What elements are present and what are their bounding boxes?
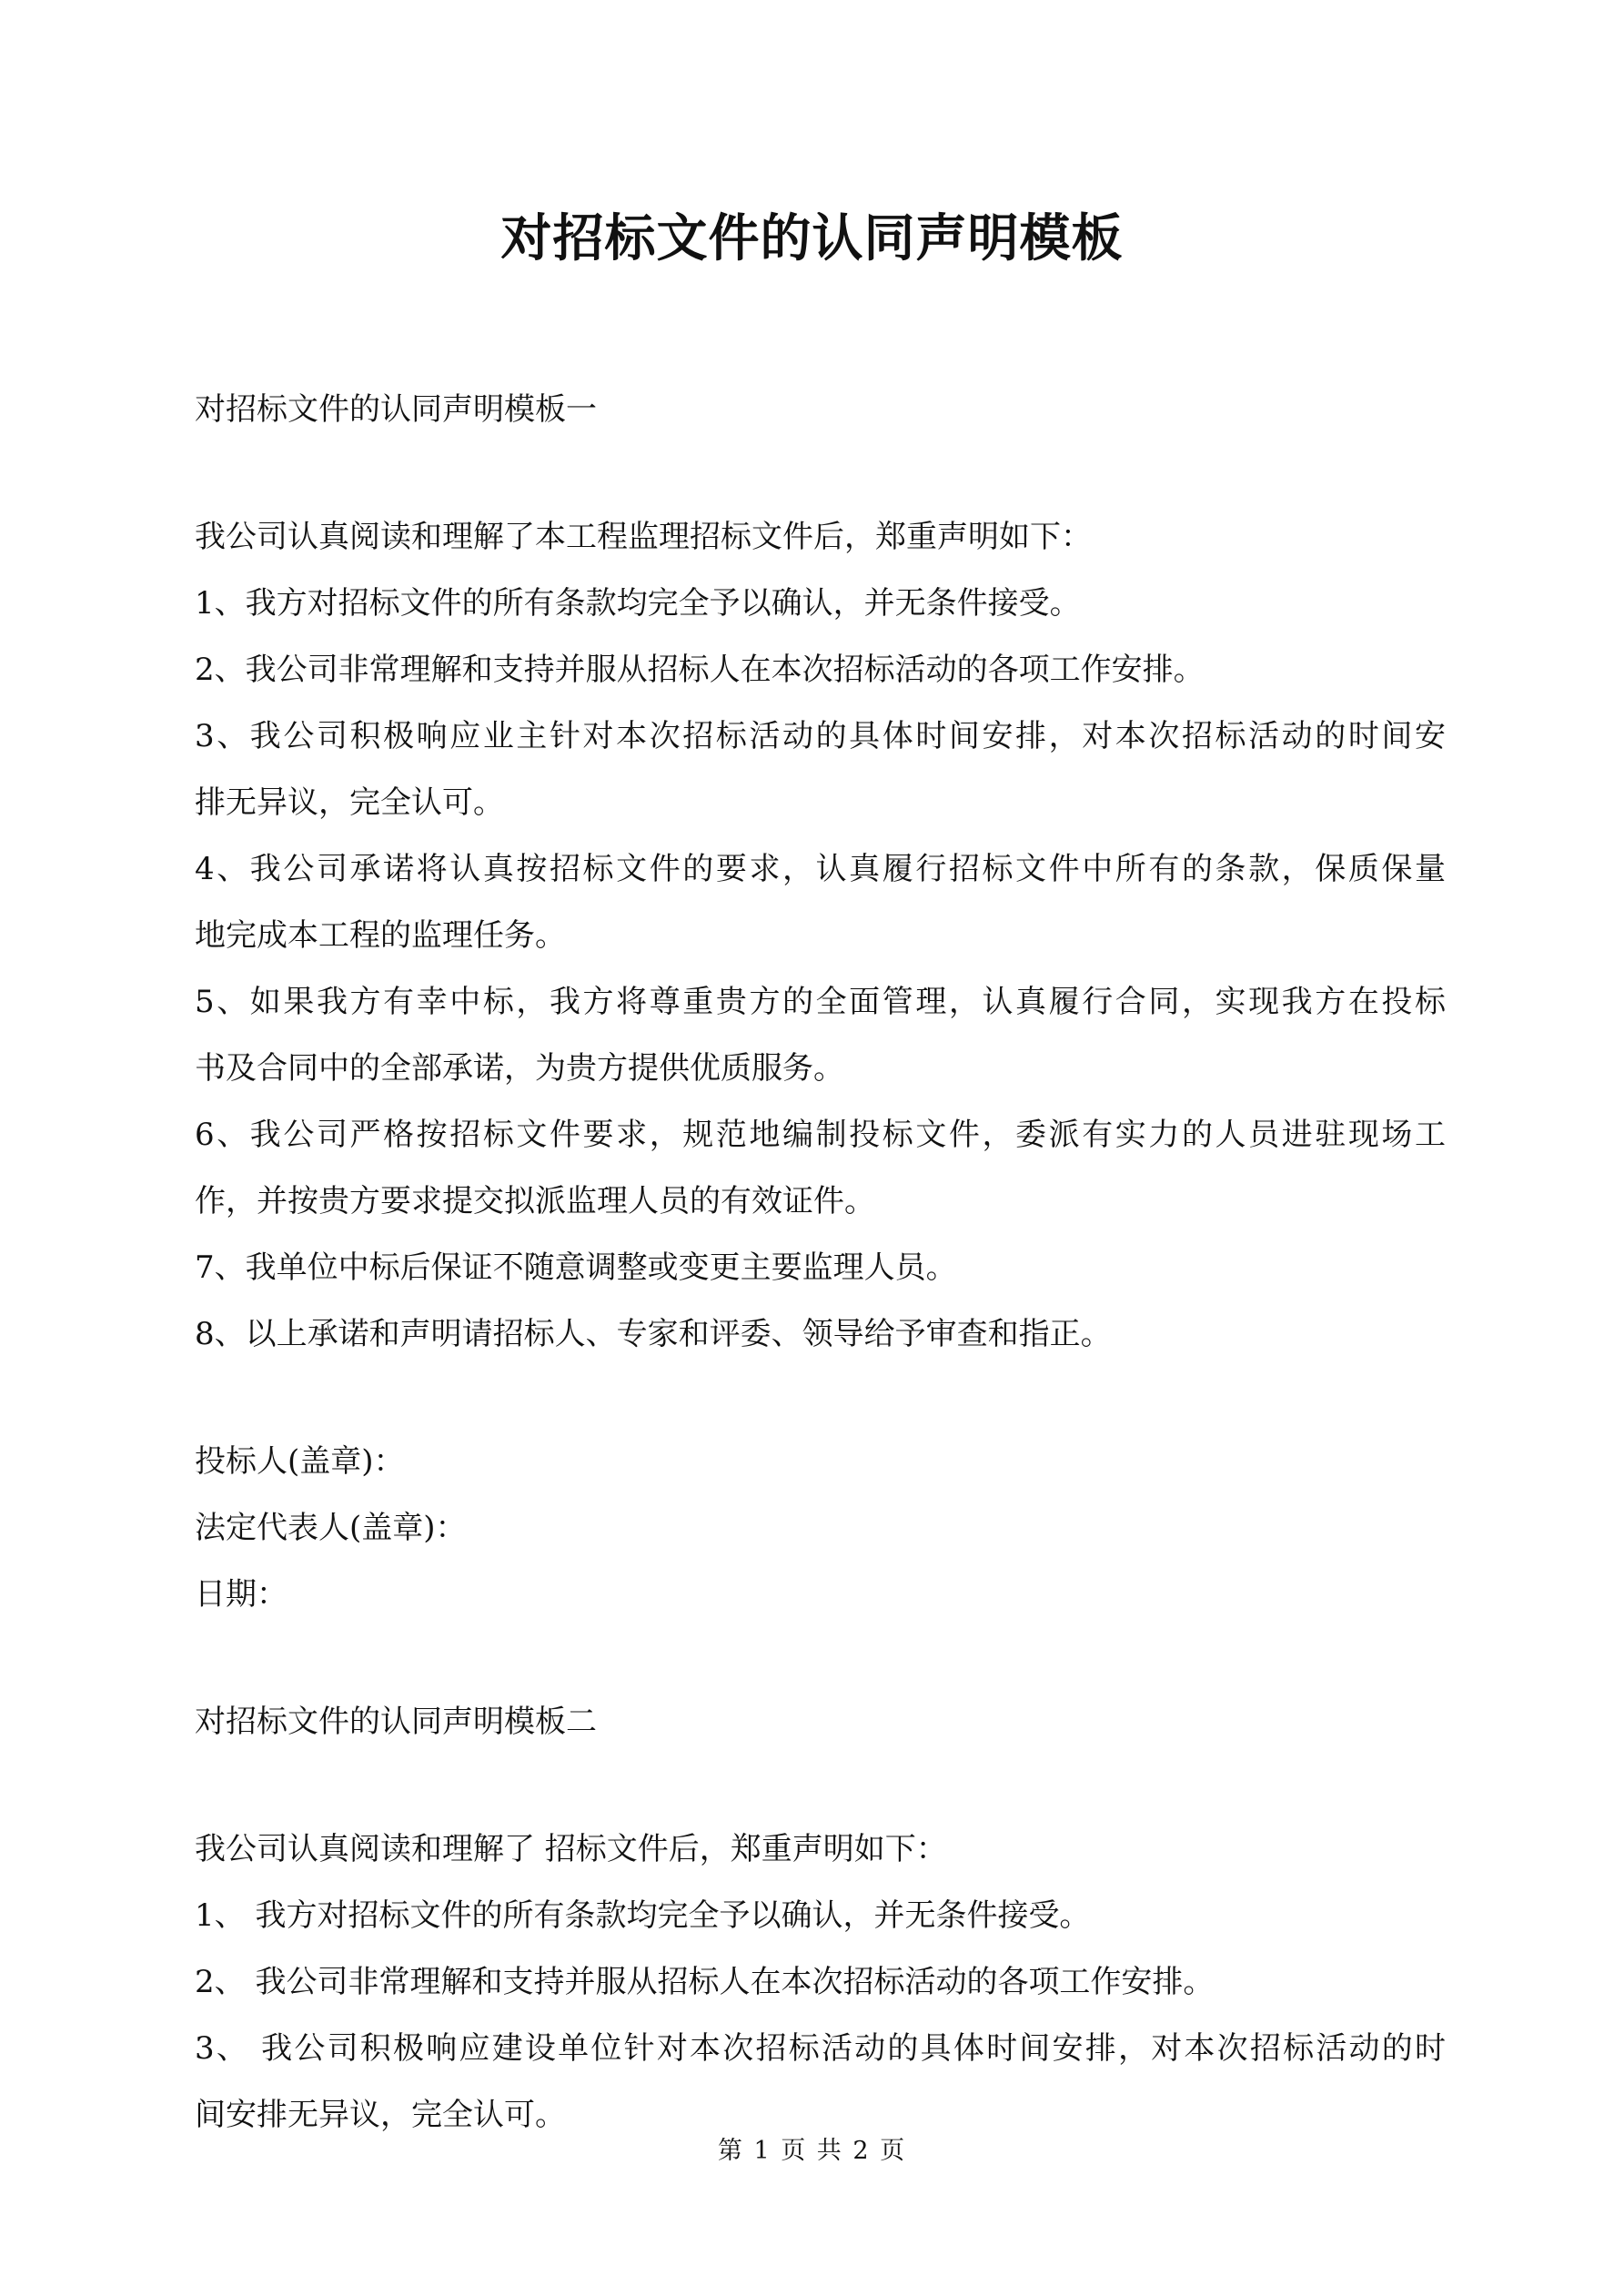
clause-two-1: 1、 我方对招标文件的所有条款均完全予以确认，并无条件接受。 xyxy=(195,1897,1091,1934)
signature-bidder: 投标人(盖章)： xyxy=(195,1443,405,1480)
clause-5-line-1: 5、如果我方有幸中标，我方将尊重贵方的全面管理，认真履行合同，实现我方在投标 xyxy=(195,984,1446,1020)
signature-date: 日期： xyxy=(195,1576,287,1613)
clause-1: 1、我方对招标文件的所有条款均完全予以确认，并无条件接受。 xyxy=(195,585,1081,622)
signature-representative: 法定代表人(盖章)： xyxy=(195,1510,467,1546)
section-heading-template-two: 对招标文件的认同声明模板二 xyxy=(195,1704,597,1740)
page-footer: 第 1 页 共 2 页 xyxy=(717,2137,907,2165)
clause-4-line-2: 地完成本工程的监理任务。 xyxy=(195,917,566,954)
page-title: 对招标文件的认同声明模板 xyxy=(500,208,1124,268)
clause-2: 2、我公司非常理解和支持并服从招标人在本次招标活动的各项工作安排。 xyxy=(195,652,1205,688)
clause-two-3-line-1: 3、 我公司积极响应建设单位针对本次招标活动的具体时间安排，对本次招标活动的时 xyxy=(195,2030,1446,2067)
clause-6-line-2: 作，并按贵方要求提交拟派监理人员的有效证件。 xyxy=(195,1183,875,1219)
clause-6-line-1: 6、我公司严格按招标文件要求，规范地编制投标文件，委派有实力的人员进驻现场工 xyxy=(195,1117,1446,1153)
intro-paragraph-two: 我公司认真阅读和理解了 招标文件后，郑重声明如下： xyxy=(195,1831,947,1867)
clause-3-line-1: 3、我公司积极响应业主针对本次招标活动的具体时间安排，对本次招标活动的时间安 xyxy=(195,718,1446,754)
clause-4-line-1: 4、我公司承诺将认真按招标文件的要求，认真履行招标文件中所有的条款，保质保量 xyxy=(195,851,1446,887)
clause-8: 8、以上承诺和声明请招标人、专家和评委、领导给予审查和指正。 xyxy=(195,1316,1112,1352)
clause-5-line-2: 书及合同中的全部承诺，为贵方提供优质服务。 xyxy=(195,1050,844,1087)
section-heading-template-one: 对招标文件的认同声明模板一 xyxy=(195,391,597,428)
clause-two-2: 2、 我公司非常理解和支持并服从招标人在本次招标活动的各项工作安排。 xyxy=(195,1964,1215,2000)
intro-paragraph: 我公司认真阅读和理解了本工程监理招标文件后，郑重声明如下： xyxy=(195,519,1092,555)
clause-7: 7、我单位中标后保证不随意调整或变更主要监理人员。 xyxy=(195,1249,957,1286)
clause-3-line-2: 排无异议，完全认可。 xyxy=(195,784,504,821)
clause-two-3-line-2: 间安排无异议，完全认可。 xyxy=(195,2097,566,2133)
